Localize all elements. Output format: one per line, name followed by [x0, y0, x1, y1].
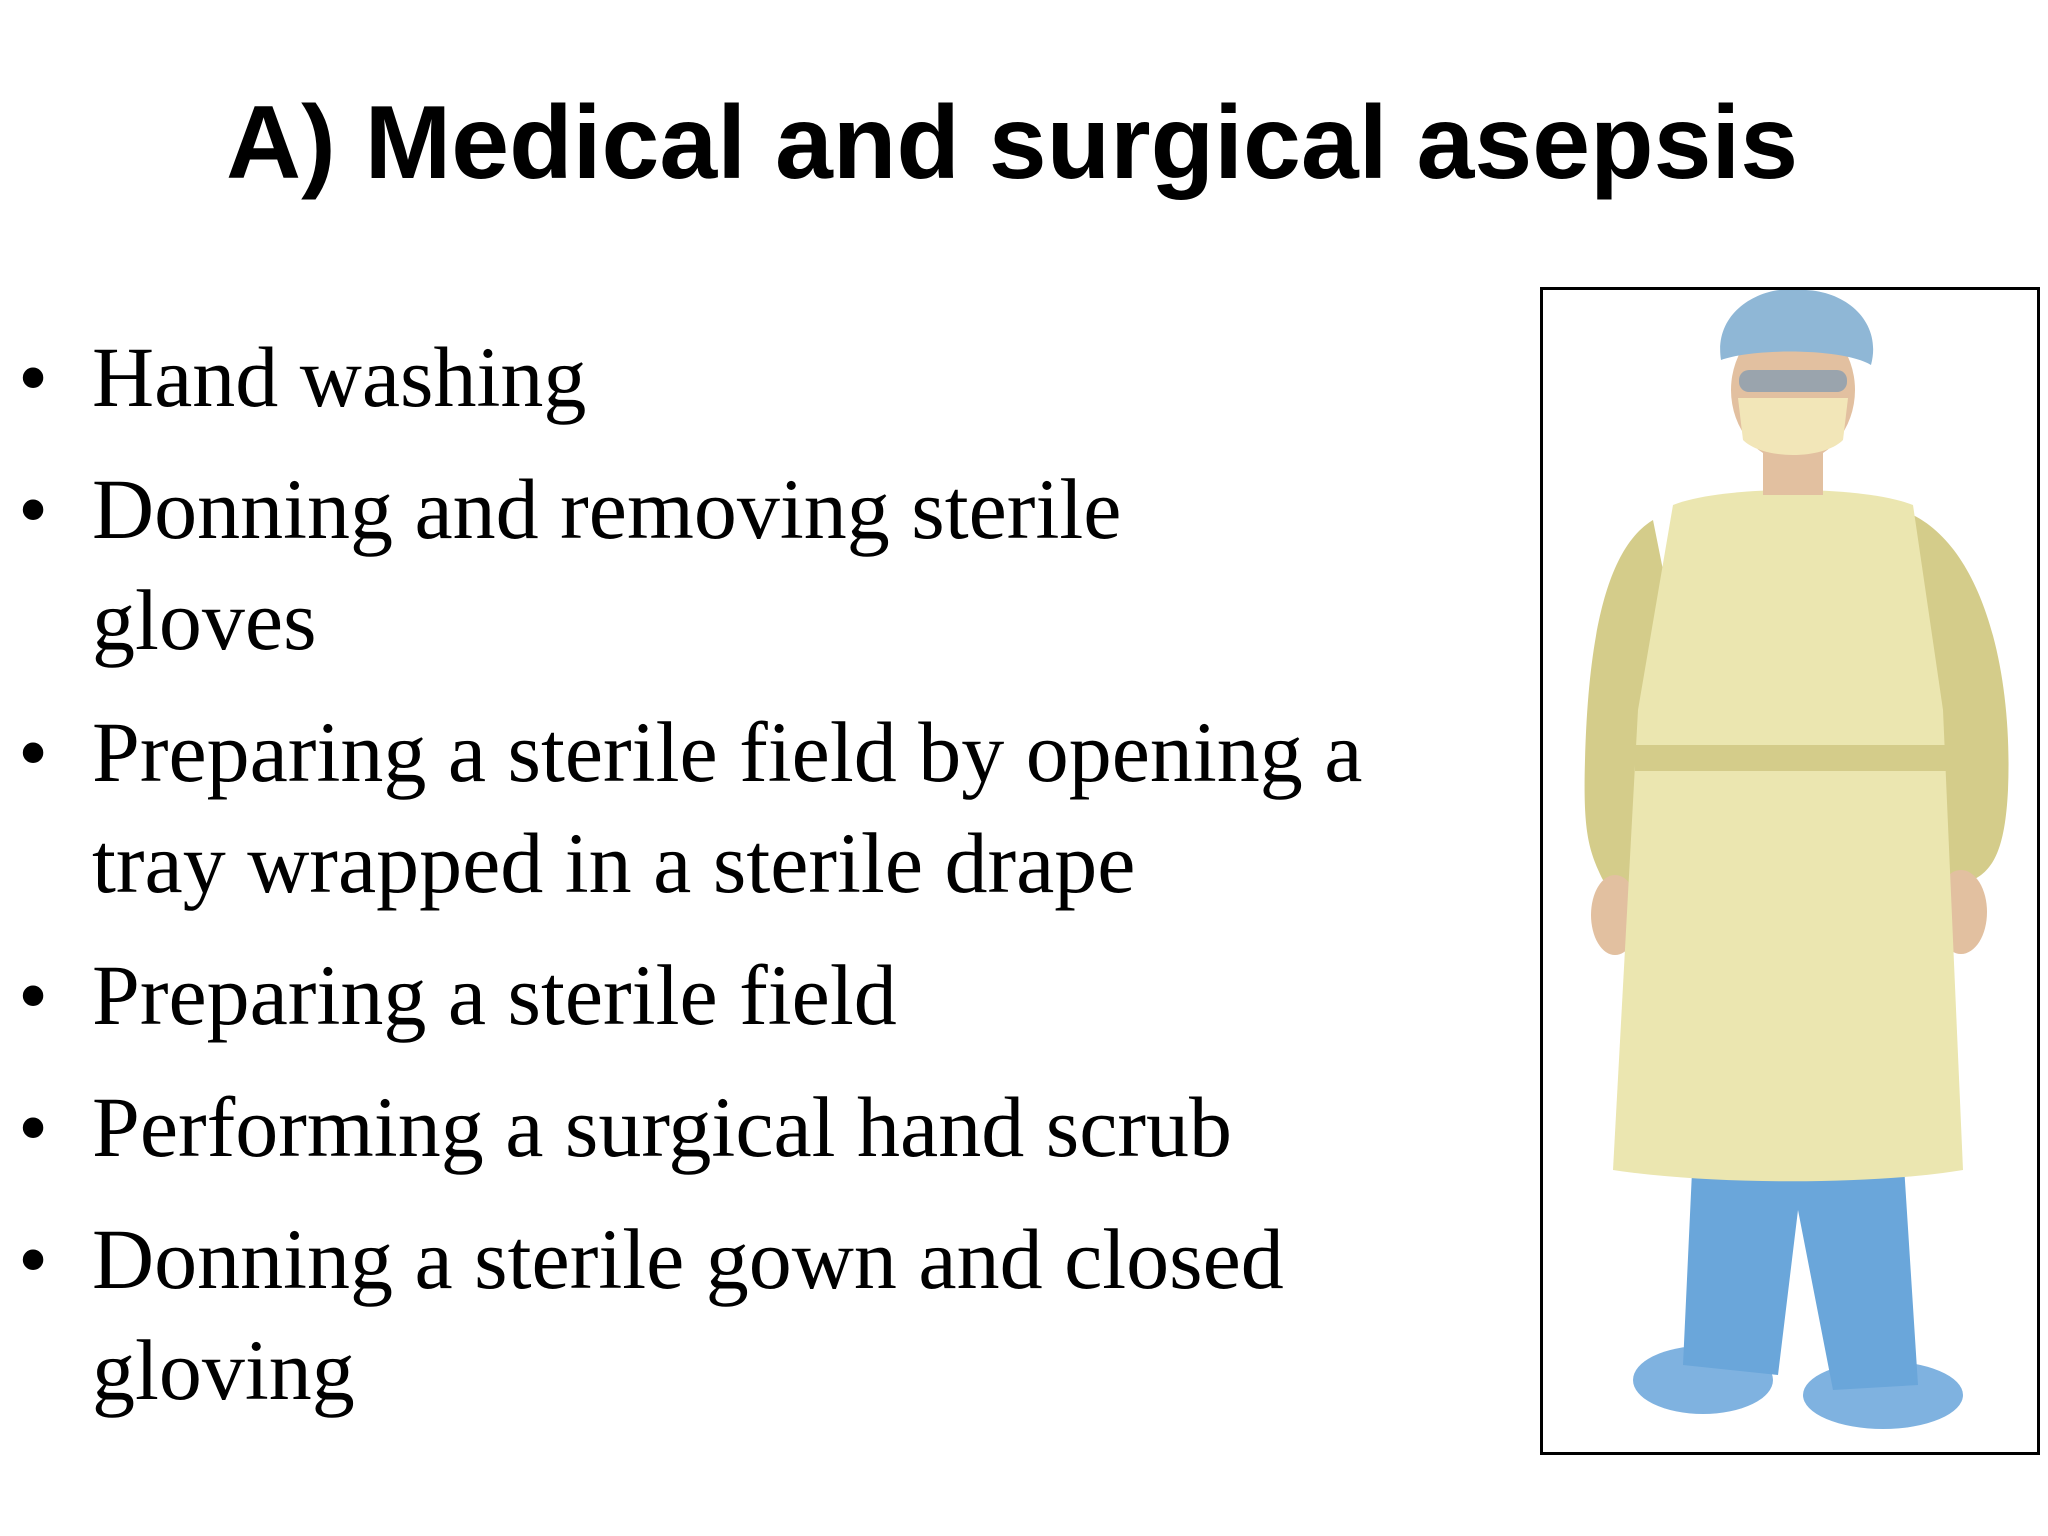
bullet-text: Preparing a sterile field by opening a tray wrapped in a sterile drape	[92, 704, 1363, 911]
bullet-text: Donning a sterile gown and closed gloving	[92, 1211, 1284, 1418]
bullet-icon: •	[18, 704, 49, 800]
bullet-text: Performing a surgical hand scrub	[92, 1079, 1233, 1175]
bullet-icon: •	[18, 947, 49, 1043]
bullet-item-hand-washing	[18, 322, 1418, 433]
bullet-text: Donning and removing sterile gloves	[92, 461, 1122, 668]
bullet-icon: •	[18, 1211, 49, 1307]
isolation-gown	[1613, 490, 1963, 1181]
bullet-item-sterile-gown	[18, 1204, 1392, 1426]
bullet-text: Hand washing	[92, 329, 587, 425]
bullet-icon: •	[18, 1079, 49, 1175]
bullet-item-hand-scrub	[18, 1072, 1418, 1183]
face-mask-icon	[1738, 398, 1848, 455]
slide-title: A) Medical and surgical asepsis	[226, 85, 1799, 201]
bullet-item-sterile-gloves	[18, 454, 1192, 676]
bullet-icon: •	[18, 461, 49, 557]
scrub-pants	[1683, 1150, 1918, 1390]
gown-waist-band	[1635, 745, 1953, 771]
bullet-item-sterile-field	[18, 940, 1418, 1051]
bullet-icon: •	[18, 329, 49, 425]
bullet-list	[18, 322, 1418, 1447]
bullet-item-sterile-field-tray	[18, 697, 1392, 919]
surgical-attire-illustration	[1543, 290, 2037, 1452]
bullet-text: Preparing a sterile field	[92, 947, 897, 1043]
surgical-attire-picture	[1540, 287, 2040, 1455]
goggles-icon	[1739, 370, 1847, 392]
